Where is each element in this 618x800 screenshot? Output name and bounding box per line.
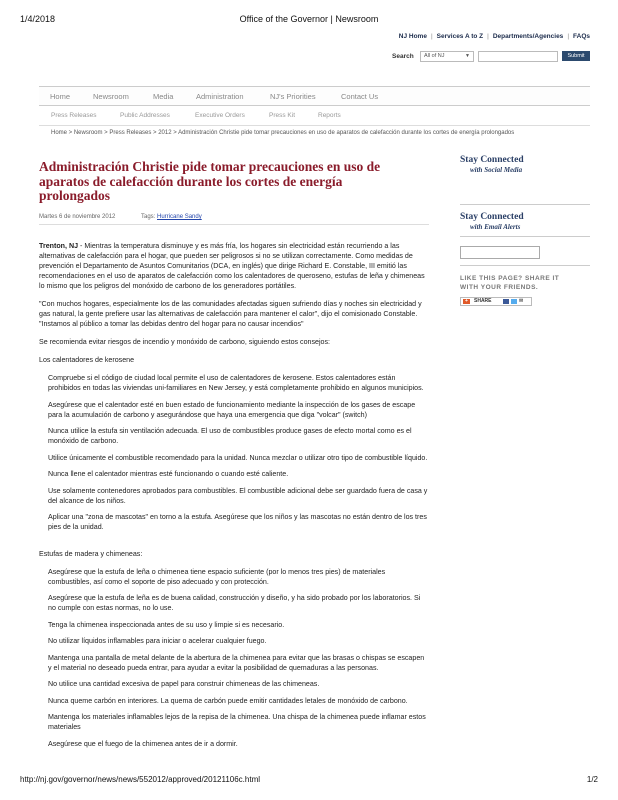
sidebar-divider [460,265,590,266]
list-item: Nunca llene el calentador mientras esté funcionando o cuando esté caliente. [48,470,289,478]
print-title: Office of the Governor | Newsroom [239,14,379,24]
util-link-faqs[interactable]: FAQs [573,33,590,40]
search-label: Search [392,53,414,60]
lead-location: Trenton, NJ [39,242,79,250]
subnav-reports[interactable]: Reports [318,112,341,119]
subnav-public-addresses[interactable]: Public Addresses [120,112,170,119]
list-item: Asegúrese que el fuego de la chimenea antes de ir a dormir. [48,739,238,748]
sidebar [460,155,600,306]
print-date: 1/4/2018 [20,14,56,24]
share-title: LIKE THIS PAGE? SHARE IT WITH YOUR FRIENDS. [460,275,560,291]
list-item: Nunca utilice la estufa sin ventilación adecuada. El uso de combustibles produce gases de efecto mortal como es el monóxido de carbono. [48,427,412,445]
search-input[interactable] [478,51,558,62]
utility-links: NJ Home | Services A to Z | Departments/Agencies | FAQs [398,33,590,40]
list-item: Mantenga una pantalla de metal delante de la abertura de la chimenea para evitar que las brasas o chispas se escapen y el material no deseado pueda entrar, para ayudar a evitar la posibilidad de quemaduras a las personas. [48,653,425,672]
main-nav [39,86,590,106]
print-page-number: 1/2 [586,775,598,784]
more-icon: ✉ [519,298,524,304]
list-item: No utilice una cantidad excesiva de papel para construir chimeneas de las chimeneas. [48,680,320,688]
list-item: Compruebe si el código de ciudad local permite el uso de calentadores de kerosene. Estos calentadores están prohibidos en todas las viviendas uni-familiares en New Jersey, y está completamente prohibido en algunos municipios. [48,374,424,392]
list-item: Asegúrese que la estufa de leña es de buena calidad, construcción y diseño, y ha sido probado por los laboratorios. Si no cumple con estas normas, no lo use. [48,594,421,612]
list-item: Nunca queme carbón en interiores. La quema de carbón puede emitir cantidades letales de monóxido de carbono. [48,696,408,705]
list-item: Use solamente contenedores aprobados para combustibles. El combustible adicional debe ser guardado fuera de casa y del alcance de los niños. [48,486,428,505]
subnav-press-releases[interactable]: Press Releases [51,112,97,119]
plus-icon: + [463,299,470,304]
print-header [20,14,598,28]
nav-contact[interactable]: Contact Us [341,92,379,101]
list-item: Tenga la chimenea inspeccionada antes de su uso y limpie si es necesario. [48,620,285,629]
article-tags: Tags: Hurricane Sandy [141,214,202,220]
nav-media[interactable]: Media [153,92,174,101]
social-heading: Stay Connected [460,155,524,165]
article-body [39,241,429,755]
list-item: Mantenga los materiales inflamables lejos de la repisa de la chimenea. Una chispa de la chimenea puede inflamar estos materiales [48,713,426,731]
twitter-icon [511,299,517,304]
nav-home[interactable]: Home [50,92,71,101]
subnav-press-kit[interactable]: Press Kit [269,112,296,119]
meta-divider [39,224,429,225]
article-meta [39,214,429,224]
quote-paragraph: "Con muchos hogares, especialmente los de las comunidades afectadas siguen sufriendo días y noches sin electricidad y gas natural, la gente prefiere usar las alternativas de calefacción para mantener el calor", dijo el comisionado Constable. "Instamos al público a tomar las debidas dentro del hogar para no causar incendios" [39,300,422,328]
list-item: No utilizar líquidos inflamables para iniciar o acelerar cualquier fuego. [48,637,267,645]
nav-newsroom[interactable]: Newsroom [93,92,129,101]
section-spacer [39,539,429,549]
article-date: Martes 6 de noviembre 2012 [39,214,116,220]
list-item: Asegúrese que la estufa de leña o chimenea tiene espacio suficiente (por lo menos tres pies) de materiales combustibles, así como el soporte de piso adecuado y con protección. [48,567,386,586]
sidebar-divider [460,204,590,205]
tag-link[interactable]: Hurricane Sandy [157,214,202,220]
sidebar-divider [460,236,590,237]
util-link-departments[interactable]: Departments/Agencies [492,33,564,40]
breadcrumb: Home > Newsroom > Press Releases > 2012 > Administración Christie pide tomar precauciones en uso de aparatos de calefacción durante los cortes de energía prolongados [51,130,515,136]
email-heading: Stay Connected [460,212,524,222]
nav-priorities[interactable]: NJ's Priorities [270,92,316,101]
subnav-executive-orders[interactable]: Executive Orders [195,112,245,119]
print-url: http://nj.gov/governor/news/news/552012/approved/20121106c.html [20,775,261,784]
chevron-down-icon: ▼ [465,53,470,59]
section-title: Estufas de madera y chimeneas: [39,549,143,558]
list-item: Utilice únicamente el combustible recomendado para la unidad. Nunca mezclar o utilizar otro tipo de combustible líquido. [48,453,428,462]
search-scope-select[interactable]: All of NJ ▼ [420,51,474,62]
share-button[interactable]: + SHARE ✉ [460,297,532,306]
search-submit-button[interactable]: Submit [562,51,590,61]
search-bar [392,51,590,63]
subnav-divider [39,125,590,126]
list-item: Asegúrese que el calentador esté en buen estado de funcionamiento mediante la inspección de los gases de escape para la acumulación de carbono y asegurándose que haya una emergencia que diga "volcar" (switch) [48,400,416,419]
lead-paragraph: Trenton, NJ - Mientras la temperatura disminuye y es más fría, los hogares sin electricidad están recurriendo a las alternativas de calefacción para el hogar, que pueden ser peligrosos si no se utilizan correctamente. Como medidas de prevención el Departamento de Asuntos Comunitarios (DCA, en inglés) que dirige Richard E. Constable, III emitió las recomendaciones en el uso de aparatos de calefacción como los calentadores de queroseno, estufas de leña y chimeneas lo mismo que los peligros del monóxido de carbono de los generadores portátiles. [39,242,425,290]
sub-nav [39,112,590,124]
nav-administration[interactable]: Administration [196,92,244,101]
facebook-icon [503,299,509,304]
section-title: Los calentadores de kerosene [39,356,135,364]
util-link-nj-home[interactable]: NJ Home [398,33,427,40]
email-alert-input[interactable] [460,246,540,259]
email-subheading: with Email Alerts [470,223,521,231]
intro-paragraph: Se recomienda evitar riesgos de incendio y monóxido de carbono, siguiendo estos consejos: [39,338,331,346]
page-title: Administración Christie pide tomar precauciones en uso de aparatos de calefacción durante los cortes de energía prolongados [39,159,381,203]
util-link-services[interactable]: Services A to Z [436,33,484,40]
print-footer [20,775,598,787]
list-item: Aplicar una "zona de mascotas" en torno a la estufa. Asegúrese que los niños y las mascotas no están dentro de los tres pies de la unidad. [48,513,427,531]
social-subheading[interactable]: with Social Media [470,166,523,174]
